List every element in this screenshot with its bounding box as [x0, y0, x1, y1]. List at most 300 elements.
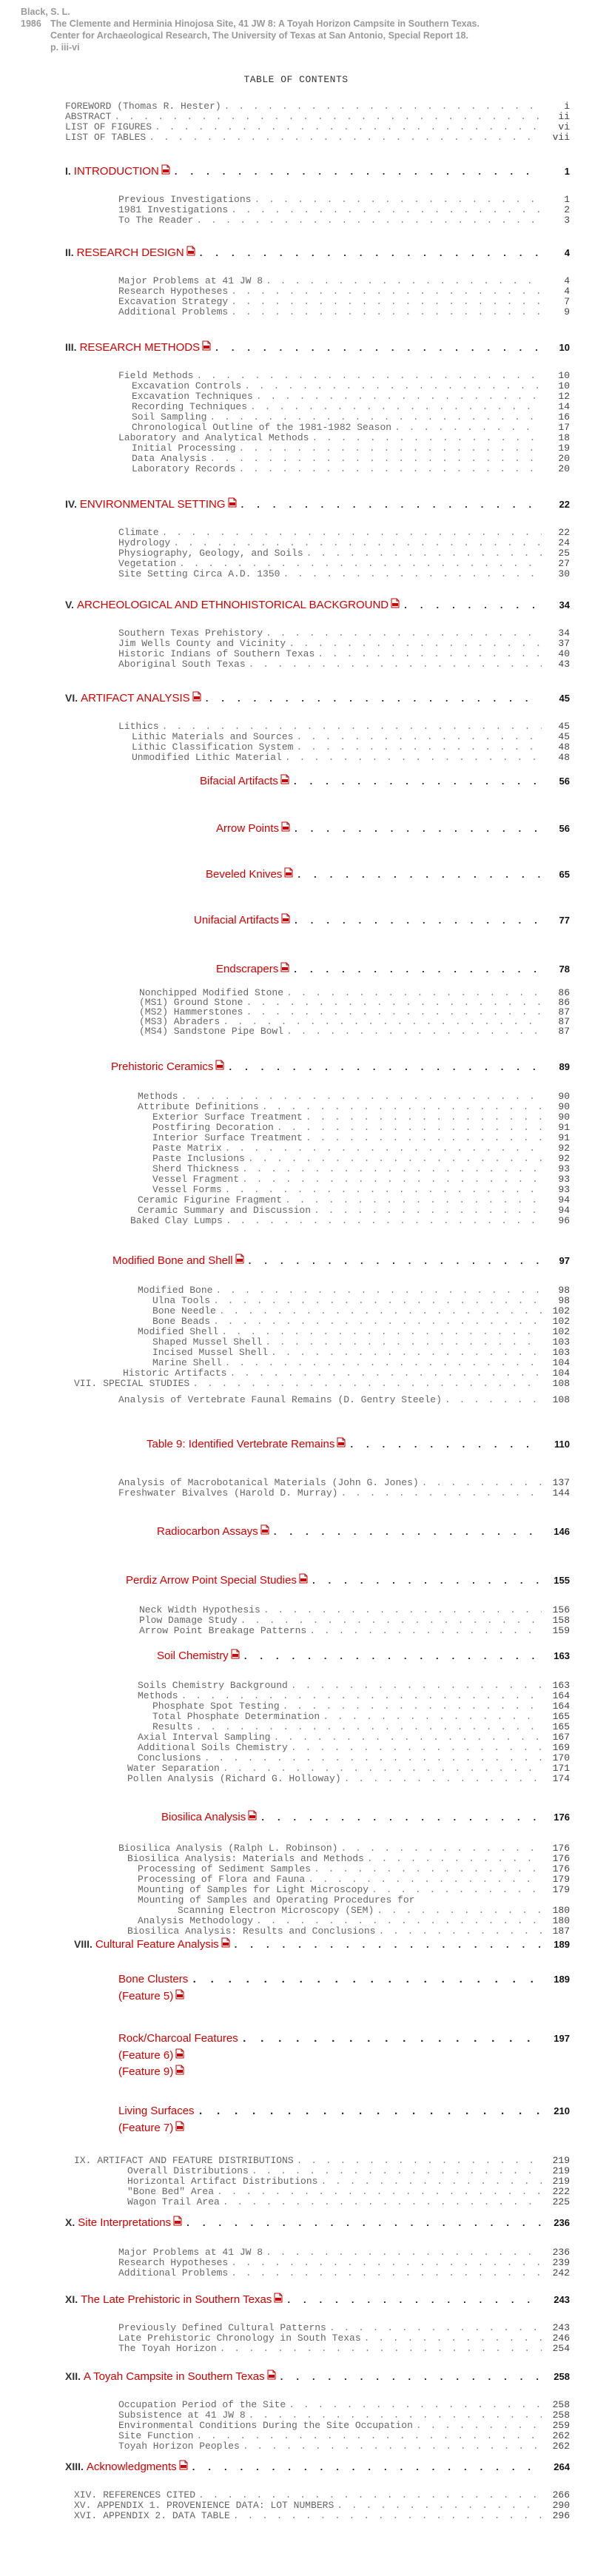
entry-label: Initial Processing: [132, 443, 236, 454]
page-number: 93: [558, 1184, 570, 1195]
leader-dots: [198, 2489, 542, 2501]
subsection-heading[interactable]: [111, 1060, 570, 1073]
entry-label: Subsistence at 41 JW 8: [118, 2409, 246, 2421]
leader-dots: [296, 870, 542, 881]
pdf-link-icon[interactable]: [221, 1937, 230, 1948]
pdf-link-icon[interactable]: [280, 962, 289, 972]
pdf-link-icon[interactable]: [299, 1573, 308, 1584]
leader-dots: [320, 2176, 542, 2187]
entry-label[interactable]: Modified Bone and Shell: [112, 1254, 233, 1267]
entry-label: Research Hypotheses: [118, 2257, 229, 2268]
leader-dots: [289, 2399, 542, 2410]
toc-entry: [65, 101, 570, 112]
entry-label: Jim Wells County and Vicinity: [118, 638, 286, 649]
leader-dots: [227, 1062, 542, 1073]
leader-dots: [250, 401, 542, 412]
entry-label[interactable]: RESEARCH METHODS: [79, 341, 201, 354]
leader-dots: [149, 132, 542, 143]
entry-label: Occupation Period of the Site: [118, 2399, 286, 2410]
page-number: 163: [552, 1680, 570, 1691]
entry-label: Historic Indians of Southern Texas: [118, 648, 315, 659]
page-number: 90: [558, 1112, 570, 1123]
toc-entry: [138, 1205, 570, 1216]
leader-dots: [231, 286, 542, 297]
toc-entry: [65, 121, 570, 132]
pdf-link-icon[interactable]: [179, 2460, 188, 2470]
leader-dots: [323, 1711, 542, 1722]
leader-dots: [215, 1285, 542, 1296]
leader-dots: [217, 2186, 542, 2197]
page-number: 92: [558, 1153, 570, 1164]
entry-label: Chronological Outline of the 1981-1982 Season: [132, 422, 392, 433]
leader-dots: [273, 1732, 542, 1743]
page-number: 1: [564, 194, 570, 205]
toc-entry: [118, 2399, 570, 2410]
page-number: 22: [559, 499, 570, 510]
page-number: 90: [558, 1091, 570, 1102]
pdf-link-icon[interactable]: [280, 774, 289, 784]
toc-entry: [127, 2186, 570, 2197]
page-number: 104: [552, 1368, 570, 1379]
page-number: 180: [552, 1915, 570, 1926]
entry-label[interactable]: Arrow Points: [216, 822, 280, 835]
entry-label: Lithic Classification System: [132, 741, 294, 753]
page-number: 262: [552, 2441, 570, 2452]
page-number: 102: [552, 1316, 570, 1327]
leader-dots: [265, 1336, 542, 1348]
entry-label: Biosilica Analysis: Results and Conclusions: [127, 1926, 376, 1937]
leader-dots: [293, 824, 542, 835]
entry-label[interactable]: Biosilica Analysis: [161, 1811, 246, 1823]
pdf-link-icon[interactable]: [231, 1649, 240, 1659]
entry-label: Field Methods: [118, 370, 194, 381]
entry-label[interactable]: Unifacial Artifacts: [194, 914, 280, 927]
entry-label[interactable]: Living Surfaces: [118, 2105, 195, 2117]
page-number: 210: [554, 2105, 570, 2116]
entry-label: (MS3) Abraders: [139, 1016, 221, 1027]
toc-entry: [132, 401, 570, 412]
leader-dots: [337, 2500, 542, 2511]
leader-dots: [220, 2343, 542, 2354]
toc-entry: [138, 1863, 570, 1874]
toc-entry: [152, 1112, 570, 1123]
pdf-link-icon[interactable]: [274, 2293, 283, 2303]
section-number: VI.: [65, 692, 78, 704]
pdf-link-icon[interactable]: [175, 2048, 184, 2059]
section-heading[interactable]: [65, 2370, 570, 2383]
page-number: 137: [552, 1477, 570, 1488]
pdf-link-icon[interactable]: [186, 246, 195, 256]
toc-entry: [127, 1926, 570, 1937]
pdf-link-icon[interactable]: [175, 2121, 184, 2131]
entry-label: Marine Shell: [152, 1357, 222, 1368]
entry-label[interactable]: Soil Chemistry: [157, 1649, 229, 1662]
leader-dots: [198, 2104, 542, 2120]
entry-label[interactable]: Bifacial Artifacts: [200, 775, 278, 787]
leader-dots: [297, 2155, 542, 2166]
leader-dots: [249, 659, 542, 670]
subsection-heading[interactable]: [157, 1649, 570, 1662]
page-number: 34: [558, 628, 570, 639]
toc-entry: [118, 721, 570, 732]
leader-dots: [233, 1940, 542, 1951]
page-number: 176: [554, 1812, 570, 1823]
leader-dots: [254, 194, 542, 205]
leader-dots: [256, 391, 542, 402]
entry-label: Excavation Techniques: [132, 391, 253, 402]
toc-entry: [138, 1884, 570, 1895]
subsection-heading[interactable]: [147, 1437, 570, 1450]
entry-label: Lithic Materials and Sources: [132, 731, 294, 742]
leader-dots: [223, 1763, 542, 1774]
page-number: 56: [559, 776, 570, 787]
toc-entry: [138, 1091, 570, 1102]
toc-entry: [152, 1174, 570, 1185]
pdf-link-icon[interactable]: [337, 1437, 346, 1447]
page-number: 43: [558, 659, 570, 670]
pdf-link-icon[interactable]: [284, 867, 293, 878]
entry-label: (MS1) Ground Stone: [139, 997, 243, 1008]
toc-entry: [152, 1357, 570, 1368]
leader-dots: [311, 1575, 542, 1587]
toc-entry: [74, 2489, 570, 2501]
subsection-heading[interactable]: [126, 1573, 570, 1587]
toc-entry: [132, 463, 570, 474]
leader-dots: [238, 443, 542, 454]
entry-label[interactable]: Radiocarbon Assays: [157, 1525, 258, 1538]
section-heading[interactable]: [65, 691, 570, 704]
entry-label: Excavation Strategy: [118, 296, 229, 307]
entry-label[interactable]: A Toyah Campsite in Southern Texas: [84, 2370, 265, 2383]
entry-label[interactable]: ARCHEOLOGICAL AND ETHNOHISTORICAL BACKGROUND: [76, 599, 389, 611]
section-heading[interactable]: [65, 2460, 570, 2473]
entry-label: "Bone Bed" Area: [127, 2186, 215, 2197]
page-number: 164: [552, 1701, 570, 1712]
entry-label[interactable]: RESEARCH DESIGN: [76, 246, 184, 259]
citation: [21, 6, 576, 53]
toc-entry: [127, 2165, 570, 2176]
page-number: 4: [564, 286, 570, 297]
leader-dots: [213, 1295, 542, 1306]
entry-label: ARTIFACT AND FEATURE DISTRIBUTIONS: [97, 2155, 294, 2166]
entry-label: Bone Beads: [152, 1316, 211, 1327]
entry-label[interactable]: (Feature 7): [118, 2122, 174, 2134]
subsection-heading[interactable]: [161, 1810, 570, 1823]
toc-entry: [132, 443, 570, 454]
leader-dots: [378, 1926, 542, 1937]
toc-entry: [152, 1143, 570, 1154]
toc-entry: [152, 1336, 570, 1348]
entry-label: LIST OF TABLES: [65, 132, 147, 143]
pdf-link-icon[interactable]: [235, 1254, 244, 1264]
toc-entry: [118, 2420, 570, 2431]
page-number: 170: [552, 1752, 570, 1763]
section-number: VII.: [74, 1378, 98, 1389]
toc-entry: [118, 2343, 570, 2354]
pdf-link-icon[interactable]: [215, 1060, 224, 1070]
pdf-link-icon[interactable]: [173, 2216, 182, 2226]
page-number: 236: [552, 2247, 570, 2258]
leader-dots: [271, 1347, 542, 1358]
toc-entry: [138, 1874, 570, 1885]
leader-dots: [233, 2510, 542, 2521]
leader-dots: [314, 1863, 542, 1874]
page-number: 24: [558, 537, 570, 548]
page-number: 45: [558, 721, 570, 732]
section-number: IV.: [65, 498, 77, 510]
subsection-heading[interactable]: [216, 821, 570, 835]
pdf-link-icon[interactable]: [228, 497, 237, 508]
pdf-link-icon[interactable]: [260, 1524, 269, 1535]
entry-label: Attribute Definitions: [138, 1101, 259, 1112]
entry-label: Historic Artifacts: [123, 1368, 227, 1379]
toc-entry: [74, 2500, 570, 2511]
leader-dots: [242, 1163, 542, 1174]
leader-dots: [309, 1625, 542, 1636]
page-number: 219: [552, 2165, 570, 2176]
page-number: 45: [558, 731, 570, 742]
section-heading[interactable]: [65, 598, 570, 611]
toc-title: TABLE OF CONTENTS: [243, 74, 349, 85]
entry-label: Data Analysis: [132, 453, 207, 464]
page-number: 87: [558, 1006, 570, 1018]
leader-dots: [277, 1122, 542, 1133]
page-number: 171: [552, 1763, 570, 1774]
pdf-link-icon[interactable]: [281, 913, 290, 924]
page-number: 243: [554, 2294, 570, 2305]
leader-dots: [162, 721, 542, 732]
entry-label[interactable]: Prehistoric Ceramics: [111, 1060, 214, 1073]
toc-entry: [152, 1711, 570, 1722]
toc-entry: [127, 1853, 570, 1864]
leader-dots: [249, 2409, 542, 2421]
entry-label[interactable]: Rock/Charcoal Features: [118, 2032, 238, 2045]
section-number: XIII.: [65, 2461, 84, 2472]
entry-label[interactable]: Beveled Knives: [206, 868, 283, 881]
pdf-link-icon[interactable]: [248, 1810, 257, 1820]
subsection-heading[interactable]: [118, 1971, 570, 2005]
toc-entry: [152, 1184, 570, 1195]
subsection-heading[interactable]: [157, 1524, 570, 1538]
page-number: 45: [559, 693, 570, 704]
page-number: 179: [552, 1874, 570, 1885]
section-heading[interactable]: [65, 340, 570, 354]
page-number: 20: [558, 463, 570, 474]
toc-entry: [152, 1122, 570, 1133]
leader-dots: [231, 296, 542, 307]
leader-dots: [416, 2420, 542, 2431]
toc-entry: [139, 1604, 570, 1615]
leader-dots: [283, 568, 542, 579]
section-heading[interactable]: [65, 497, 570, 511]
entry-label[interactable]: Endscrapers: [216, 963, 279, 975]
pdf-link-icon[interactable]: [175, 2065, 184, 2075]
toc-entry: [138, 1894, 570, 1906]
entry-label[interactable]: Bone Clusters: [118, 1973, 189, 1985]
leader-dots: [293, 915, 542, 927]
entry-label: Mounting of Samples for Light Microscopy: [138, 1884, 369, 1895]
page-number: 27: [558, 558, 570, 569]
page-number: 9: [564, 306, 570, 317]
page-number: 144: [552, 1487, 570, 1499]
leader-dots: [196, 1721, 542, 1732]
page-number: 179: [552, 1884, 570, 1895]
section-number: III.: [65, 341, 77, 353]
toc-entry: [132, 422, 570, 433]
page-number: 34: [559, 599, 570, 611]
page-number: 3: [564, 215, 570, 226]
entry-label[interactable]: ARTIFACT ANALYSIS: [81, 692, 190, 704]
leader-dots: [196, 2430, 542, 2441]
toc-entry: [138, 1680, 570, 1691]
entry-label[interactable]: (Feature 6): [118, 2049, 174, 2062]
page-number: i: [564, 101, 570, 112]
entry-label: Recording Techniques: [132, 401, 248, 412]
entry-label: Phosphate Spot Testing: [152, 1701, 280, 1712]
leader-dots: [243, 1651, 542, 1662]
toc-entry: [132, 391, 570, 402]
subsection-heading[interactable]: [206, 867, 570, 881]
entry-label[interactable]: Cultural Feature Analysis: [95, 1938, 219, 1951]
pdf-link-icon[interactable]: [175, 1989, 184, 2000]
section-heading[interactable]: [65, 2216, 570, 2229]
leader-dots: [306, 1132, 542, 1143]
toc-entry: [118, 194, 570, 205]
page-number: 77: [559, 915, 570, 926]
subsection-heading[interactable]: [200, 774, 570, 787]
toc-entry: [118, 275, 570, 286]
leader-dots: [364, 2333, 542, 2344]
toc-entry: [139, 1026, 570, 1037]
leader-dots: [292, 776, 542, 787]
leader-dots: [340, 1487, 542, 1499]
section-heading[interactable]: [65, 164, 570, 178]
toc-entry: [127, 2176, 570, 2187]
entry-label: (MS2) Hammerstones: [139, 1006, 243, 1018]
entry-label: ABSTRACT: [65, 111, 112, 122]
page-number: 1: [564, 166, 570, 177]
page-number: 40: [558, 648, 570, 659]
leader-dots: [179, 558, 542, 569]
page-number: 159: [552, 1625, 570, 1636]
entry-label[interactable]: Acknowledgments: [86, 2461, 177, 2473]
subsection-heading[interactable]: [112, 1254, 570, 1267]
subsection-heading[interactable]: [216, 962, 570, 975]
pdf-link-icon[interactable]: [192, 691, 201, 702]
pdf-link-icon[interactable]: [281, 821, 290, 832]
toc-entry: [118, 2333, 570, 2344]
toc-entry: [118, 215, 570, 226]
subsection-heading[interactable]: [118, 2103, 570, 2136]
entry-label: Vessel Fragment: [152, 1174, 240, 1185]
entry-label: Overall Distributions: [127, 2165, 249, 2176]
page-number: 290: [552, 2500, 570, 2511]
entry-label[interactable]: Site Interpretations: [78, 2216, 172, 2229]
page-number: 94: [558, 1194, 570, 1205]
entry-label: Sherd Thickness: [152, 1163, 240, 1174]
entry-label[interactable]: The Late Prehistoric in Southern Texas: [81, 2293, 272, 2306]
page-number: 165: [552, 1721, 570, 1732]
section-heading[interactable]: [65, 246, 570, 259]
toc-entry: [138, 1752, 570, 1763]
subsection-heading[interactable]: [118, 2031, 570, 2080]
entry-label: Postfiring Decoration: [152, 1122, 274, 1133]
entry-label[interactable]: (Feature 9): [118, 2065, 174, 2078]
entry-label[interactable]: Perdiz Arrow Point Special Studies: [126, 1574, 297, 1587]
section-number: IX.: [74, 2155, 92, 2166]
toc-entry: [74, 2510, 570, 2521]
page-number: 97: [559, 1255, 570, 1266]
subsection-heading[interactable]: [194, 913, 570, 927]
leader-dots: [260, 1812, 542, 1823]
toc-entry: [118, 537, 570, 548]
pdf-link-icon[interactable]: [161, 164, 170, 175]
pdf-link-icon[interactable]: [202, 340, 211, 351]
toc-entry: [118, 2409, 570, 2421]
toc-entry: [178, 1905, 570, 1916]
citation-pages: p. iii-vi: [50, 42, 80, 53]
entry-label: Water Separation: [127, 1763, 220, 1774]
page-number: 264: [554, 2461, 570, 2472]
entry-label[interactable]: ENVIRONMENTAL SETTING: [79, 498, 226, 511]
leader-dots: [403, 600, 542, 611]
pdf-link-icon[interactable]: [267, 2370, 276, 2380]
toc-entry: [118, 370, 570, 381]
leader-dots: [114, 111, 542, 122]
entry-label[interactable]: INTRODUCTION: [73, 165, 159, 178]
toc-entry: [123, 1368, 570, 1379]
page-number: 20: [558, 453, 570, 464]
toc-entry: [118, 1843, 570, 1854]
leader-dots: [155, 121, 542, 132]
entry-label: Excavation Controls: [132, 380, 242, 391]
toc-entry: [118, 2247, 570, 2258]
leader-dots: [225, 1143, 542, 1154]
page-number: 30: [558, 568, 570, 579]
toc-entry: [132, 731, 570, 742]
entry-label: Additional Problems: [118, 2267, 229, 2279]
entry-label: Major Problems at 41 JW 8: [118, 2247, 263, 2258]
page-number: 102: [552, 1305, 570, 1316]
section-heading[interactable]: [74, 1937, 570, 1951]
toc-entry: [138, 1915, 570, 1926]
section-heading[interactable]: [65, 2293, 570, 2306]
leader-dots: [225, 1184, 542, 1195]
toc-entry: [138, 1742, 570, 1753]
page-number: 236: [554, 2217, 570, 2228]
entry-label[interactable]: (Feature 5): [118, 1990, 174, 2002]
leader-dots: [185, 2218, 542, 2229]
leader-dots: [213, 1316, 542, 1327]
entry-label: Analysis of Macrobotanical Materials (John G. Jones): [118, 1477, 419, 1488]
leader-dots: [191, 2462, 542, 2473]
page-number: 18: [558, 432, 570, 443]
leader-dots: [214, 343, 542, 354]
entry-label: Interior Surface Treatment: [152, 1132, 303, 1143]
entry-label: Vegetation: [118, 558, 177, 569]
page-number: 225: [552, 2196, 570, 2207]
toc-entry: [74, 2155, 570, 2166]
page-number: 180: [552, 1905, 570, 1916]
pdf-link-icon[interactable]: [391, 598, 400, 608]
entry-label[interactable]: Table 9: Identified Vertebrate Remains: [147, 1438, 335, 1450]
entry-label: FOREWORD (Thomas R. Hester): [65, 101, 221, 112]
toc-entry: [118, 648, 570, 659]
leader-dots: [377, 1905, 542, 1916]
leader-dots: [312, 432, 542, 443]
page-number: vi: [558, 121, 570, 132]
page-number: 174: [552, 1773, 570, 1784]
